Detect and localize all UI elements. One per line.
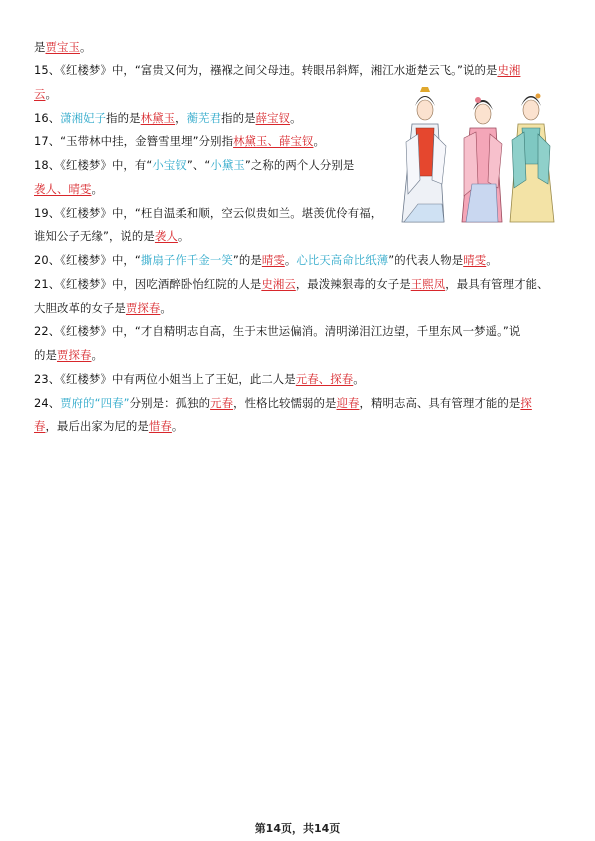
lady-left-figure [402, 87, 446, 222]
line-text: 分别是：孤独的 [129, 396, 211, 410]
answer-text: 晴雯 [261, 253, 285, 267]
answer-text: 春 [34, 419, 46, 433]
highlight-text: 心比天高命比纸薄 [296, 253, 389, 267]
line-text: ，精明志高、具有管理才能的是 [359, 396, 521, 410]
line-text: 。 [313, 134, 325, 148]
text-line [34, 253, 498, 268]
answer-text: 迎春 [336, 396, 360, 410]
line-text: ，性格比较懦弱的是 [233, 396, 337, 410]
line-text: 20、《红楼梦》中，“ [34, 253, 141, 267]
line-text: 16、 [34, 111, 61, 125]
text-line [34, 229, 189, 244]
line-text: 大胆改革的女子是 [34, 301, 126, 315]
line-text: ”之称的两个人分别是 [244, 158, 355, 172]
answer-text: 晴雯 [463, 253, 487, 267]
line-text: 24、 [34, 396, 61, 410]
line-text: 。 [160, 301, 172, 315]
line-text: 。 [353, 372, 365, 386]
text-line [34, 182, 103, 197]
line-text: 18、《红楼梦》中，有“ [34, 158, 153, 172]
text-line [34, 419, 183, 434]
line-text: 。 [290, 111, 302, 125]
answer-text: 贾探春 [125, 301, 161, 315]
text-line [34, 134, 325, 149]
lady-middle-figure [462, 97, 502, 222]
line-text: ，最泼辣狠毒的女子是 [295, 277, 411, 291]
line-text: 。 [486, 253, 498, 267]
text-line [34, 158, 354, 173]
line-text: 。 [177, 229, 190, 243]
line-text: ，最具有管理才能、 [445, 277, 549, 291]
text-line [34, 277, 549, 292]
line-text: 。 [91, 348, 103, 362]
answer-text: 袭人 [154, 229, 178, 243]
answer-text: 薛宝钗 [255, 111, 291, 125]
line-text: ，最后出家为尼的是 [45, 419, 149, 433]
line-text: 。 [79, 40, 92, 54]
line-text: 17、“玉带林中挂，金簪雪里埋”分别指 [34, 134, 234, 148]
line-text: 。 [91, 182, 103, 196]
text-line [34, 348, 103, 363]
text-line [34, 63, 520, 78]
answer-text: 史湘 [497, 63, 521, 77]
line-text: ”、“ [186, 158, 211, 172]
highlight-text: 小宝钗 [152, 158, 187, 172]
answer-text: 史湘云 [261, 277, 296, 291]
text-line [34, 372, 365, 387]
answer-text: 探 [520, 396, 532, 410]
line-text: 22、《红楼梦》中，“才自精明志自高，生于末世运偏消。清明涕泪江边望，千里东风一梦遥。”说 [34, 324, 521, 338]
page-footer: 第14页，共14页 [254, 822, 341, 835]
answer-text: 袭人、晴雯 [34, 182, 92, 196]
highlight-text: 贾府的“四春” [60, 396, 130, 410]
text-line [34, 87, 57, 102]
lady-right-figure [510, 94, 554, 223]
highlight-text: 蘅芜君 [186, 111, 222, 125]
line-text: 15、《红楼梦》中，“富贵又何为，襁褓之间父母违。转眼吊斜辉，湘江水逝楚云飞。”说的是 [34, 63, 498, 77]
line-text: 指的是 [106, 111, 141, 125]
highlight-text: 潇湘妃子 [60, 111, 107, 125]
answer-text: 贾宝玉 [45, 40, 80, 54]
line-text: ”的代表人物是 [388, 253, 464, 267]
line-text: 指的是 [221, 111, 256, 125]
answer-text: 林黛玉、薛宝钗 [233, 134, 314, 148]
answer-text: 王熙凤 [410, 277, 446, 291]
line-text: ”的是 [232, 253, 262, 267]
answer-text: 元春 [210, 396, 234, 410]
text-line [34, 206, 382, 221]
line-text: 。 [45, 87, 57, 101]
answer-text: 林黛玉 [140, 111, 176, 125]
line-text: 的是 [34, 348, 57, 362]
text-line [34, 324, 520, 339]
line-text: 谁知公子无缘”，说的是 [34, 229, 155, 243]
text-line [34, 301, 172, 316]
highlight-text: 撕扇子作千金一笑 [140, 253, 233, 267]
text-line [34, 396, 532, 411]
line-text: 是 [34, 40, 46, 54]
answer-text: 贾探春 [56, 348, 92, 362]
answer-text: 云 [34, 87, 46, 101]
line-text: 19、《红楼梦》中，“枉自温柔和顺，空云似贵如兰。堪羡优伶有福， [34, 206, 383, 220]
line-text: 。 [284, 253, 297, 267]
line-text: 。 [171, 419, 184, 433]
line-text: ， [175, 111, 187, 125]
answer-text: 元春、探春 [295, 372, 354, 386]
text-line [34, 111, 302, 126]
highlight-text: 小黛玉 [210, 158, 245, 172]
line-text: 21、《红楼梦》中，因吃酒醉卧怡红院的人是 [34, 277, 262, 291]
text-line [34, 40, 91, 55]
answer-text: 惜春 [148, 419, 172, 433]
line-text: 23、《红楼梦》中有两位小姐当上了王妃，此二人是 [34, 372, 296, 386]
three-ladies-illustration [398, 84, 570, 224]
